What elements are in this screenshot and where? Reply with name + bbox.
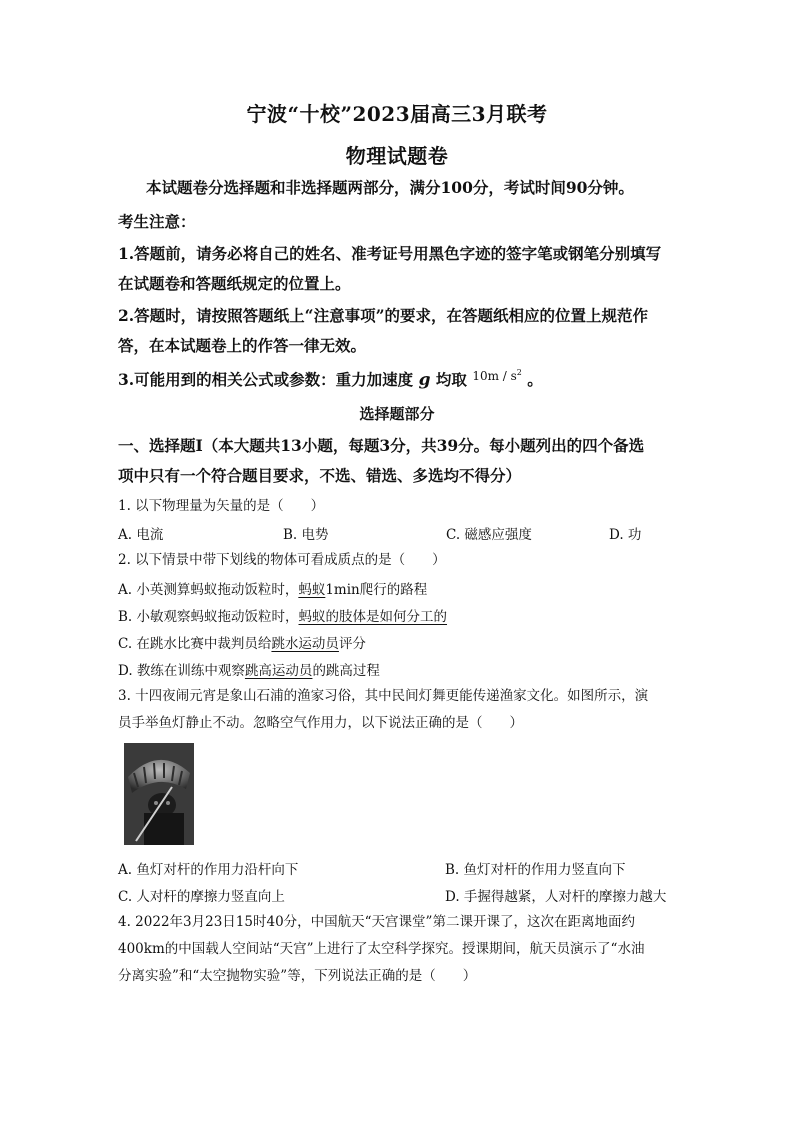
gravity-symbol: g — [418, 370, 431, 390]
part1-heading-a: 一、选择题Ⅰ（本大题共13小题，每题3分，共39分。每小题列出的四个备选 — [118, 436, 645, 455]
q1-option-b: B. 电势 — [283, 527, 329, 543]
q3-option-c: C. 人对杆的摩擦力竖直向上 — [118, 889, 285, 905]
q2-option-a: A. 小英测算蚂蚁拖动饭粒时，蚂蚁1min爬行的路程 — [118, 582, 428, 598]
q4-line-1: 4. 2022年3月23日15时40分，中国航天“天宫课堂”第二课开课了，这次在距离地面约 — [118, 914, 635, 930]
section-title: 选择题部分 — [359, 405, 435, 423]
fish-lantern-photo — [124, 743, 194, 845]
gravity-unit: 10m / s2 — [472, 368, 522, 383]
q2-option-d: D. 教练在训练中观察跳高运动员的跳高过程 — [118, 663, 380, 679]
q1-option-d: D. 功 — [609, 527, 642, 543]
q2-option-b: B. 小敏观察蚂蚁拖动饭粒时，蚂蚁的肢体是如何分工的 — [118, 609, 448, 625]
q1-option-c: C. 磁感应强度 — [446, 527, 532, 543]
intro-line: 本试题卷分选择题和非选择题两部分，满分100分，考试时间90分钟。 — [146, 178, 634, 197]
notice-title: 考生注意： — [118, 212, 196, 231]
exam-title: 宁波“十校”2023届高三3月联考 — [246, 102, 548, 126]
notice-3-end: 。 — [527, 370, 543, 389]
q2-option-c: C. 在跳水比赛中裁判员给跳水运动员评分 — [118, 636, 366, 652]
exam-subtitle: 物理试题卷 — [345, 144, 449, 168]
notice-3-text: 3.可能用到的相关公式或参数：重力加速度 — [118, 370, 414, 389]
q1-option-a: A. 电流 — [118, 527, 164, 543]
notice-2b: 答，在本试题卷上的作答一律无效。 — [118, 336, 367, 355]
part1-heading-b: 项中只有一个符合题目要求，不选、错选、多选均不得分） — [118, 466, 522, 485]
notice-1a: 1.答题前，请务必将自己的姓名、准考证号用黑色字迹的签字笔或钢笔分别填写 — [118, 244, 662, 263]
q4-line-2: 400km的中国载人空间站“天宫”上进行了太空科学探究。授课期间，航天员演示了“水油 — [118, 941, 645, 957]
notice-3 — [118, 368, 683, 391]
q2-stem: 2. 以下情景中带下划线的物体可看成质点的是（ ） — [118, 552, 446, 568]
q3-option-b: B. 鱼灯对杆的作用力竖直向下 — [445, 862, 626, 878]
q3-stem-a: 3. 十四夜闹元宵是象山石浦的渔家习俗，其中民间灯舞更能传递渔家文化。如图所示，演 — [118, 688, 649, 704]
notice-2a: 2.答题时，请按照答题纸上“注意事项”的要求，在答题纸相应的位置上规范作 — [118, 306, 649, 325]
q3-stem-b: 员手举鱼灯静止不动。忽略空气作用力，以下说法正确的是（ ） — [118, 715, 523, 731]
q4-line-3: 分离实验”和“太空抛物实验”等，下列说法正确的是（ ） — [118, 968, 477, 984]
notice-1b: 在试题卷和答题纸规定的位置上。 — [118, 274, 351, 293]
notice-3-mid: 均取 — [435, 370, 467, 389]
q1-stem: 1. 以下物理量为矢量的是（ ） — [118, 498, 325, 514]
q3-option-d: D. 手握得越紧，人对杆的摩擦力越大 — [445, 889, 667, 905]
q3-option-a: A. 鱼灯对杆的作用力沿杆向下 — [118, 862, 299, 878]
